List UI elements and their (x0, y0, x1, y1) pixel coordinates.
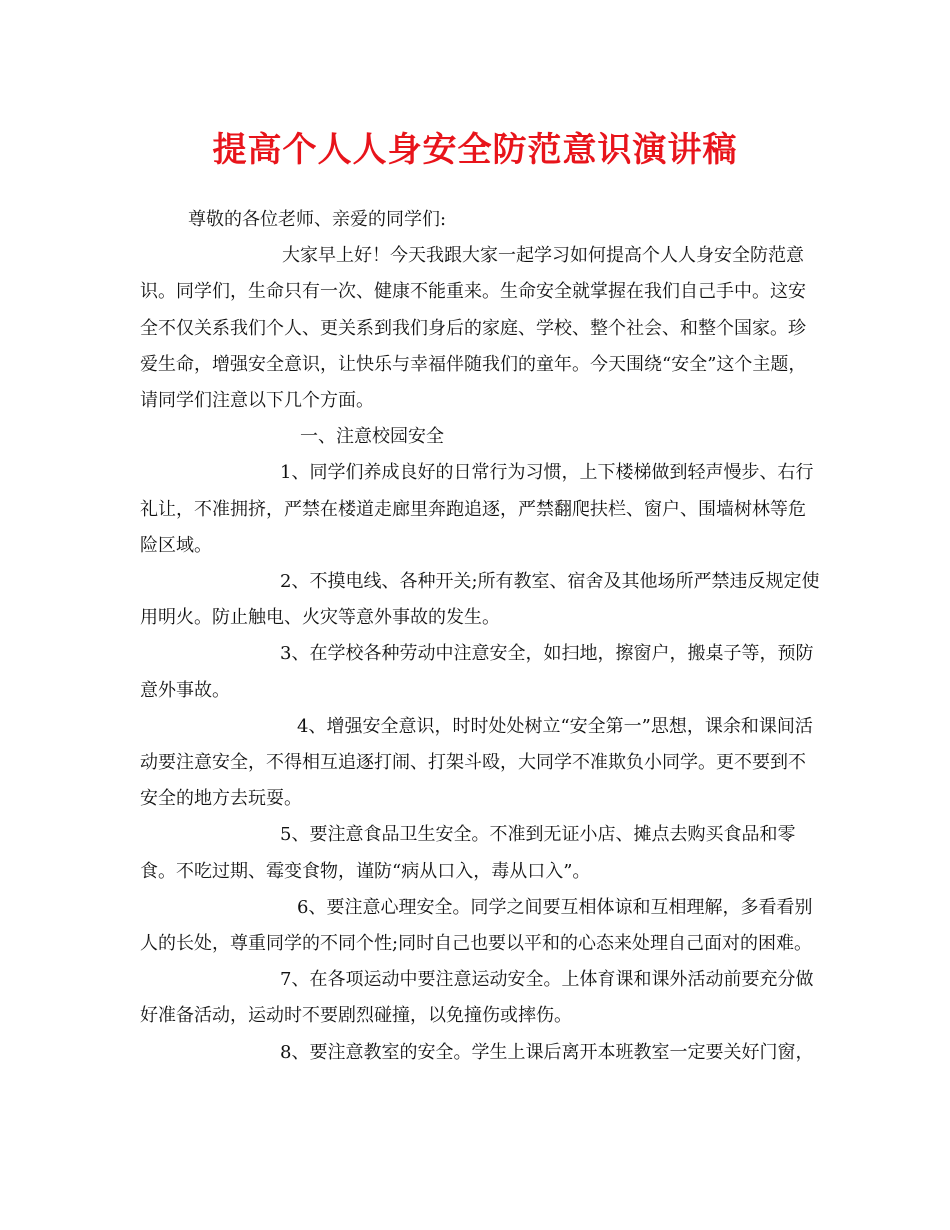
list-item-5: 5、要注意食品卫生安全。不准到无证小店、摊点去购买食品和零食。不吃过期、霉变食物，谨防“病从口入，毒从口入”。 (140, 824, 796, 882)
list-item-3: 3、在学校各种劳动中注意安全，如扫地，擦窗户，搬桌子等，预防意外事故。 (140, 643, 814, 701)
document-body (140, 202, 820, 1071)
list-item-8: 8、要注意教室的安全。学生上课后离开本班教室一定要关好门窗， (280, 1041, 814, 1063)
list-item-4: 4、增强安全意识，时时处处树立“安全第一”思想，课余和课间活动要注意安全，不得相互追逐打闹、打架斗殴，大同学不准欺负小同学。更不要到不安全的地方去玩耍。 (140, 715, 813, 810)
greeting-paragraph: 尊敬的各位老师、亲爱的同学们: (188, 209, 447, 230)
document-title: 提高个人人身安全防范意识演讲稿 (212, 130, 738, 170)
intro-paragraph: 大家早上好！今天我跟大家一起学习如何提高个人人身安全防范意识。同学们，生命只有一次、健康不能重来。生命安全就掌握在我们自己手中。这安全不仅关系我们个人、更关系到我们身后的家庭、学校、整个社会、和整个国家。珍爱生命，增强安全意识，让快乐与幸福伴随我们的童年。今天围绕“安全”这个主题，请同学们注意以下几个方面。 (140, 245, 807, 412)
list-item-7: 7、在各项运动中要注意运动安全。上体育课和课外活动前要充分做好准备活动，运动时不要剧烈碰撞，以免撞伤或摔伤。 (140, 969, 814, 1027)
list-item-6: 6、要注意心理安全。同学之间要互相体谅和互相理解，多看看别人的长处，尊重同学的不同个性;同时自己也要以平和的心态来处理自己面对的困难。 (140, 896, 813, 955)
section-heading: 一、注意校园安全 (300, 426, 444, 448)
list-item-1: 1、同学们养成良好的日常行为习惯，上下楼梯做到轻声慢步、右行礼让，不准拥挤，严禁在楼道走廊里奔跑追逐，严禁翻爬扶栏、窗户、围墙树林等危险区域。 (140, 462, 814, 556)
list-item-2: 2、不摸电线、各种开关;所有教室、宿舍及其他场所严禁违反规定使用明火。防止触电、火灾等意外事故的发生。 (140, 571, 820, 629)
